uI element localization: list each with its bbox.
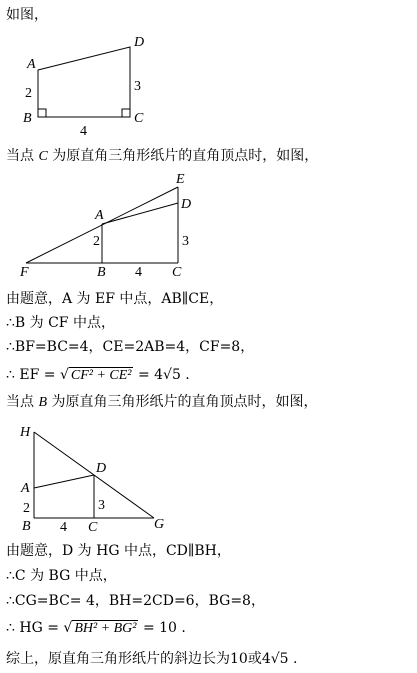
fig2-label-d: D [181, 197, 192, 212]
fig2-len-cd: 3 [182, 234, 189, 249]
fig3-label-d: D [96, 461, 107, 476]
fig3-label-c: C [88, 520, 98, 535]
case2-heading-post: 为原直角三角形纸片的直角顶点时，如图， [51, 394, 318, 410]
intro-text: 如图， [6, 7, 48, 23]
fig1-len-bc: 4 [80, 124, 87, 139]
sol1-line3: ∴BF=BC=4，CE=2AB=4，CF=8， [6, 339, 255, 355]
figure-3 [34, 432, 154, 518]
sol1-line4 [6, 366, 190, 384]
sol1-line1: 由题意，A 为 EF 中点，AB∥CE， [6, 291, 224, 307]
sol2-line3: ∴CG=BC= 4，BH=2CD=6，BG=8， [6, 593, 265, 609]
fig3-label-a: A [21, 481, 30, 496]
sol2-line2: ∴C 为 BG 中点， [6, 568, 117, 584]
sol2-line1: 由题意，D 为 HG 中点，CD∥BH， [6, 543, 231, 559]
fig3-len-bc: 4 [60, 520, 67, 535]
case2-heading-point: B [38, 395, 48, 410]
case1-heading [6, 147, 318, 166]
sol1-radicand: CF² + CE² [70, 368, 132, 383]
fig2-label-b: B [97, 265, 106, 280]
fig2-label-f: F [20, 265, 29, 280]
sqrt-symbol: √ BH² + BG² [63, 620, 137, 636]
fig1-len-ab: 2 [25, 86, 32, 101]
fig2-label-e: E [176, 172, 185, 187]
fig3-label-b: B [22, 519, 31, 534]
fig1-label-a: A [27, 57, 36, 72]
sol1-line4-pre: ∴ EF = [6, 367, 56, 383]
case2-heading-pre: 当点 [6, 394, 34, 410]
fig2-label-c: C [172, 265, 182, 280]
fig3-len-ab: 2 [23, 501, 30, 516]
fig1-len-cd: 3 [134, 79, 141, 94]
fig1-label-d: D [134, 35, 145, 50]
sol2-radicand: BH² + BG² [74, 621, 137, 636]
sol1-line2: ∴B 为 CF 中点， [6, 315, 115, 331]
case1-heading-pre: 当点 [6, 148, 34, 164]
sqrt-symbol: √ CF² + CE² [59, 367, 132, 383]
case2-heading [6, 393, 317, 412]
fig2-len-ab: 2 [93, 234, 100, 249]
sol2-line4-pre: ∴ HG = [6, 620, 59, 636]
sol1-line4-post: = 4√5 . [137, 367, 190, 383]
fig1-label-b: B [23, 111, 32, 126]
fig1-label-c: C [134, 111, 144, 126]
case1-heading-post: 为原直角三角形纸片的直角顶点时，如图， [52, 148, 319, 164]
fig3-len-cd: 3 [98, 498, 105, 513]
fig2-label-a: A [95, 208, 104, 223]
fig2-len-bc: 4 [135, 265, 142, 280]
fig3-label-h: H [20, 425, 31, 440]
conclusion-text: 综上，原直角三角形纸片的斜边长为10或4√5 . [6, 651, 298, 667]
sol2-line4 [6, 619, 186, 637]
sol2-line4-post: = 10 . [142, 620, 186, 636]
case1-heading-point: C [38, 149, 48, 164]
figure-2 [26, 187, 178, 263]
fig3-label-g: G [154, 517, 165, 532]
